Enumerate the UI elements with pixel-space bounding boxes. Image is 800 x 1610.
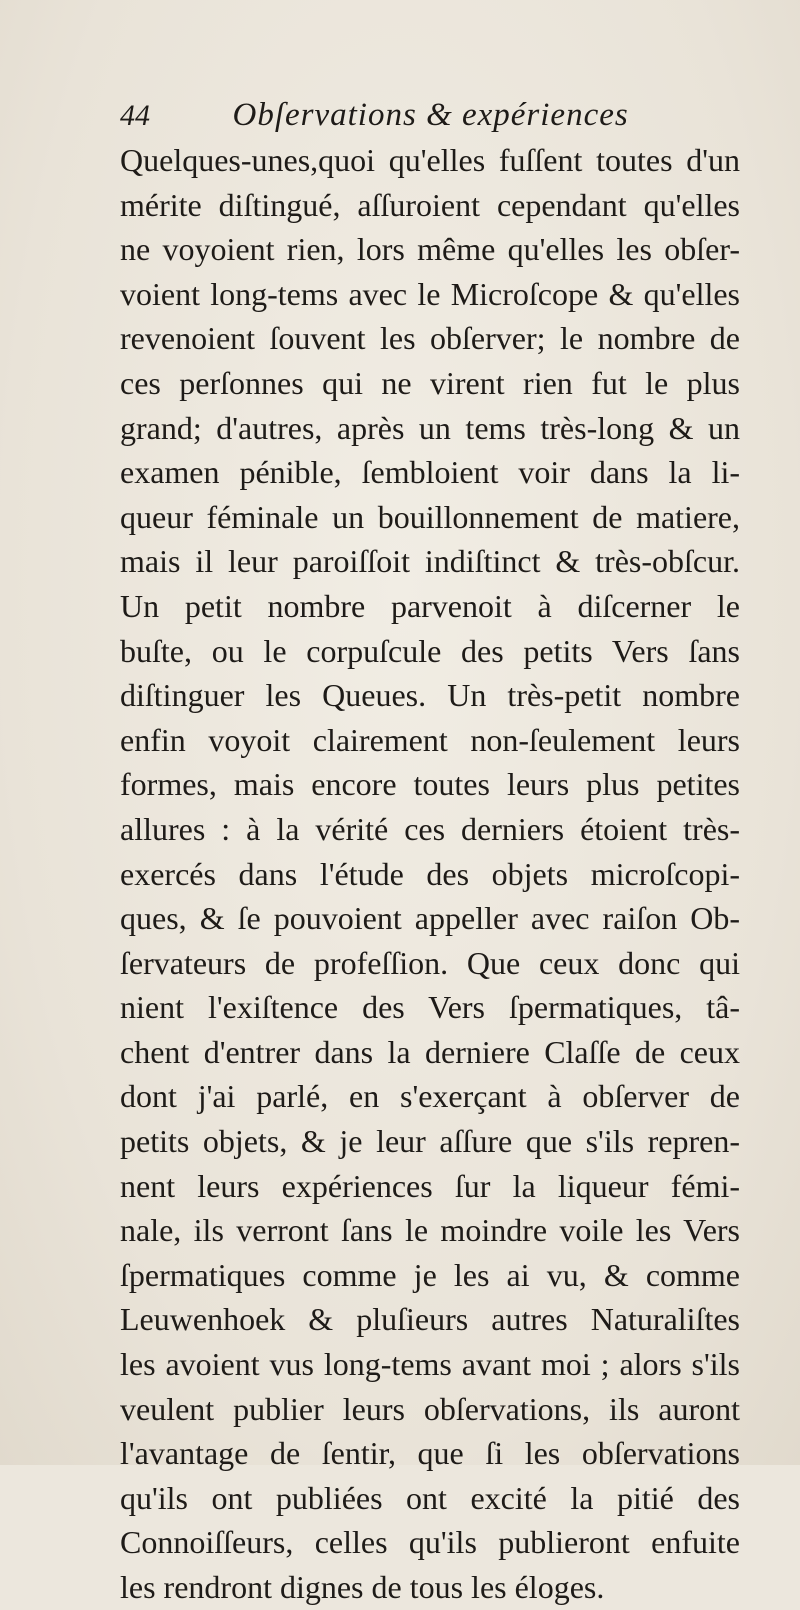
text-line: Quelques-unes,quoi qu'elles fuſſent toutes d'un: [120, 142, 740, 178]
text-line: Un petit nombre parvenoit à diſcerner le: [120, 587, 740, 624]
text-line: qu'ils ont publiées ont excité la pitié des: [120, 1479, 740, 1516]
text-line: enfin voyoit clairement non-ſeulement leurs: [120, 721, 740, 758]
body-text: [120, 138, 740, 1610]
text-line: mais il leur paroiſſoit indiſtinct & très-obſcur.: [120, 543, 740, 580]
text-line: exercés dans l'étude des objets microſcopi-: [120, 855, 740, 892]
text-line: l'avantage de ſentir, que ſi les obſervations: [120, 1435, 740, 1472]
text-line: ſpermatiques comme je les ai vu, & comme: [120, 1256, 740, 1293]
page-number: 44: [120, 99, 150, 132]
text-line: chent d'entrer dans la derniere Claſſe de ceux: [120, 1033, 740, 1070]
running-title: Obſervations & expériences: [232, 97, 629, 133]
page-header: [120, 92, 740, 136]
text-line: nent leurs expériences ſur la liqueur fémi-: [120, 1167, 740, 1204]
text-line: nient l'exiſtence des Vers ſpermatiques, tâ-: [120, 989, 740, 1026]
text-line: Connoiſſeurs, celles qu'ils publieront enfuite: [120, 1524, 740, 1561]
text-line: dont j'ai parlé, en s'exerçant à obſerver de: [120, 1078, 740, 1115]
text-line: petits objets, & je leur aſſure que s'ils repren-: [120, 1123, 740, 1160]
text-line: examen pénible, ſembloient voir dans la li-: [120, 454, 740, 491]
text-line: formes, mais encore toutes leurs plus petites: [120, 766, 740, 803]
text-line: diſtinguer les Queues. Un très-petit nombre: [120, 677, 740, 714]
text-line: revenoient ſouvent les obſerver; le nombre de: [120, 320, 740, 357]
text-line: ces perſonnes qui ne virent rien fut le plus: [120, 364, 740, 401]
text-line: queur féminale un bouillonnement de matiere,: [120, 498, 740, 535]
text-line: les avoient vus long-tems avant moi ; alors s'ils: [120, 1346, 740, 1383]
text-line: nale, ils verront ſans le moindre voile les Vers: [120, 1212, 740, 1249]
text-line: mérite diſtingué, aſſuroient cependant qu'elles: [120, 186, 740, 223]
text-line: veulent publier leurs obſervations, ils auront: [120, 1390, 740, 1427]
text-line: buſte, ou le corpuſcule des petits Vers ſans: [120, 632, 740, 669]
text-line: Leuwenhoek & pluſieurs autres Naturaliſtes: [120, 1301, 740, 1338]
text-line: ne voyoient rien, lors même qu'elles les obſer-: [120, 231, 740, 268]
text-line: grand; d'autres, après un tems très-long & un: [120, 409, 740, 446]
text-line: ſervateurs de profeſſion. Que ceux donc qui: [120, 944, 740, 981]
text-line: allures : à la vérité ces derniers étoient très-: [120, 810, 740, 847]
text-line: voient long-tems avec le Microſcope & qu'elles: [120, 275, 740, 312]
text-line: les rendront dignes de tous les éloges.: [120, 1569, 605, 1605]
text-line: ques, & ſe pouvoient appeller avec raiſon Ob-: [120, 900, 740, 937]
